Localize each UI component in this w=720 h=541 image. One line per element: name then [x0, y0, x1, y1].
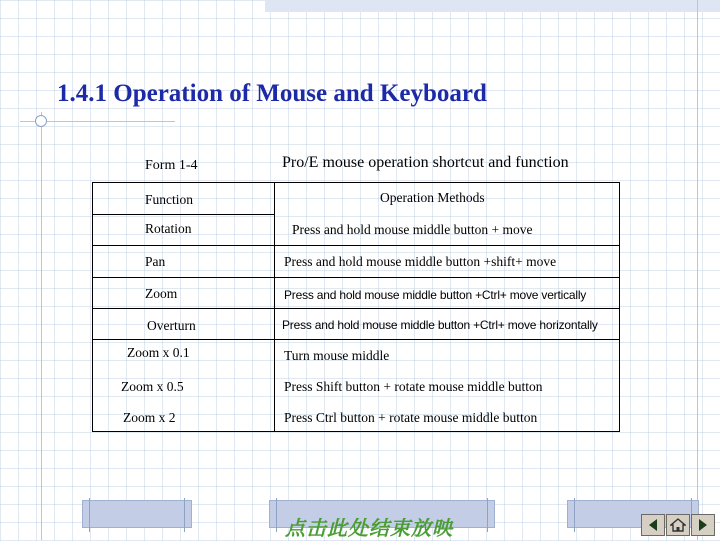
home-icon: [670, 518, 686, 532]
left-rule: [41, 112, 42, 540]
method-cell: Press and hold mouse middle button +Ctrl+ move vertically: [284, 288, 587, 302]
header-function: Function: [145, 192, 194, 207]
method-cell: Press Ctrl button + rotate mouse middle button: [284, 410, 538, 425]
table-right-border: [619, 182, 620, 432]
function-cell: Zoom: [145, 286, 178, 301]
right-rule: [697, 0, 698, 540]
table-caption: Pro/E mouse operation shortcut and function: [282, 154, 569, 171]
footer-decor-block: [82, 500, 192, 528]
method-cell: Press and hold mouse middle button +Ctrl+ move horizontally: [282, 318, 598, 332]
table-top-border: [92, 182, 620, 183]
back-icon: [646, 518, 660, 532]
forward-icon: [696, 518, 710, 532]
slide-title: 1.4.1 Operation of Mouse and Keyboard: [57, 80, 487, 107]
method-cell: Press and hold mouse middle button + move: [292, 222, 533, 237]
row-divider: [92, 308, 620, 309]
form-label: Form 1-4: [145, 158, 198, 173]
header-operation-methods: Operation Methods: [380, 190, 485, 205]
function-cell: Pan: [145, 254, 166, 269]
function-cell: Zoom x 0.5: [121, 379, 184, 394]
function-cell: Rotation: [145, 221, 192, 236]
method-cell: Turn mouse middle: [284, 348, 390, 363]
row-divider: [92, 214, 275, 215]
home-button[interactable]: [666, 514, 690, 536]
function-cell: Overturn: [147, 318, 196, 333]
table-column-divider: [274, 182, 275, 432]
function-cell: Zoom x 2: [123, 410, 176, 425]
row-divider: [92, 339, 620, 340]
end-show-link[interactable]: 点击此处结束放映: [285, 516, 453, 540]
method-cell: Press Shift button + rotate mouse middle button: [284, 379, 543, 394]
top-decor-band: [265, 0, 720, 12]
row-divider: [92, 277, 620, 278]
back-button[interactable]: [641, 514, 665, 536]
rule-circle-decor: [35, 115, 47, 127]
function-cell: Zoom x 0.1: [127, 345, 190, 360]
method-cell: Press and hold mouse middle button +shift+ move: [284, 254, 557, 269]
forward-button[interactable]: [691, 514, 715, 536]
row-divider: [92, 245, 620, 246]
